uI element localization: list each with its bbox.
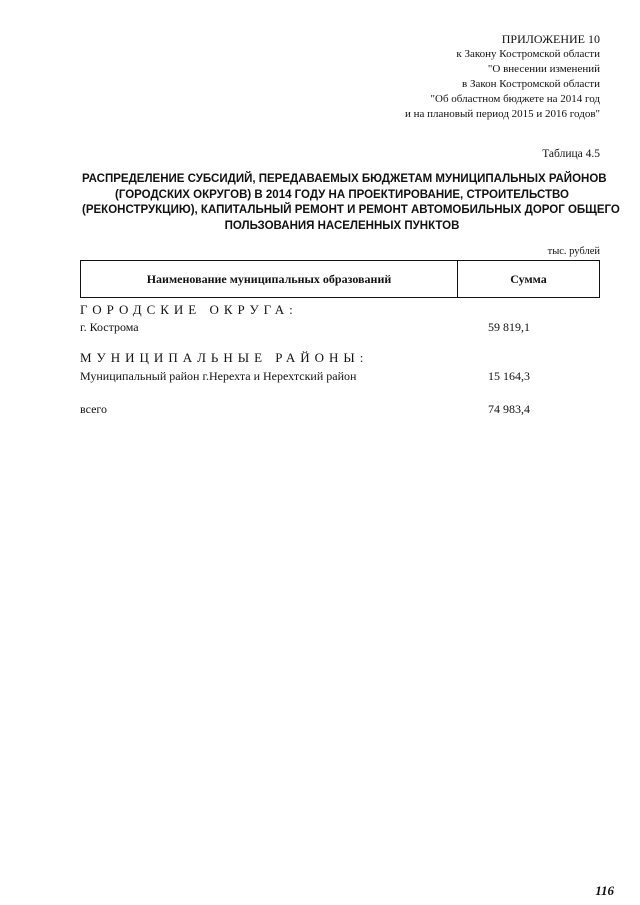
units-label: тыс. рублей bbox=[547, 246, 600, 257]
appendix-line: "Об областном бюджете на 2014 год bbox=[430, 93, 600, 105]
row-name: г. Кострома bbox=[80, 320, 139, 334]
column-header-name: Наименование муниципальных образований bbox=[81, 261, 458, 297]
row-sum: 15 164,3 bbox=[488, 369, 530, 383]
section-heading-city-districts: ГОРОДСКИЕ ОКРУГА: bbox=[80, 302, 298, 317]
document-title-line: (ГОРОДСКИХ ОКРУГОВ) В 2014 ГОДУ НА ПРОЕКТИРОВАНИЕ, СТРОИТЕЛЬСТВО bbox=[115, 188, 569, 201]
appendix-line: и на плановый период 2015 и 2016 годов" bbox=[404, 108, 600, 120]
section-heading-municipal-districts: МУНИЦИПАЛЬНЫЕ РАЙОНЫ: bbox=[80, 350, 369, 365]
appendix-line: в Закон Костромской области bbox=[462, 78, 600, 90]
document-title-line: ПОЛЬЗОВАНИЯ НАСЕЛЕННЫХ ПУНКТОВ bbox=[224, 219, 460, 232]
document-title bbox=[82, 172, 620, 234]
appendix-line: к Закону Костромской области bbox=[456, 48, 600, 60]
document-title-line: РАСПРЕДЕЛЕНИЕ СУБСИДИЙ, ПЕРЕДАВАЕМЫХ БЮДЖЕТАМ МУНИЦИПАЛЬНЫХ РАЙОНОВ bbox=[82, 173, 607, 185]
row-sum: 59 819,1 bbox=[488, 320, 530, 334]
column-header-sum: Сумма bbox=[510, 271, 547, 286]
table-number: Таблица 4.5 bbox=[542, 148, 600, 160]
document-title-line: (РЕКОНСТРУКЦИЮ), КАПИТАЛЬНЫЙ РЕМОНТ И РЕМОНТ АВТОМОБИЛЬНЫХ ДОРОГ ОБЩЕГО bbox=[82, 204, 620, 216]
appendix-line: "О внесении изменений bbox=[487, 63, 600, 75]
row-name: Муниципальный район г.Нерехта и Нерехтский район bbox=[80, 369, 357, 383]
total-sum: 74 983,4 bbox=[488, 402, 530, 416]
appendix-title: ПРИЛОЖЕНИЕ 10 bbox=[501, 32, 600, 46]
page-number-mark: 116 bbox=[595, 883, 614, 898]
table-header bbox=[80, 260, 600, 298]
appendix-block bbox=[405, 32, 600, 122]
total-label: всего bbox=[80, 402, 108, 416]
